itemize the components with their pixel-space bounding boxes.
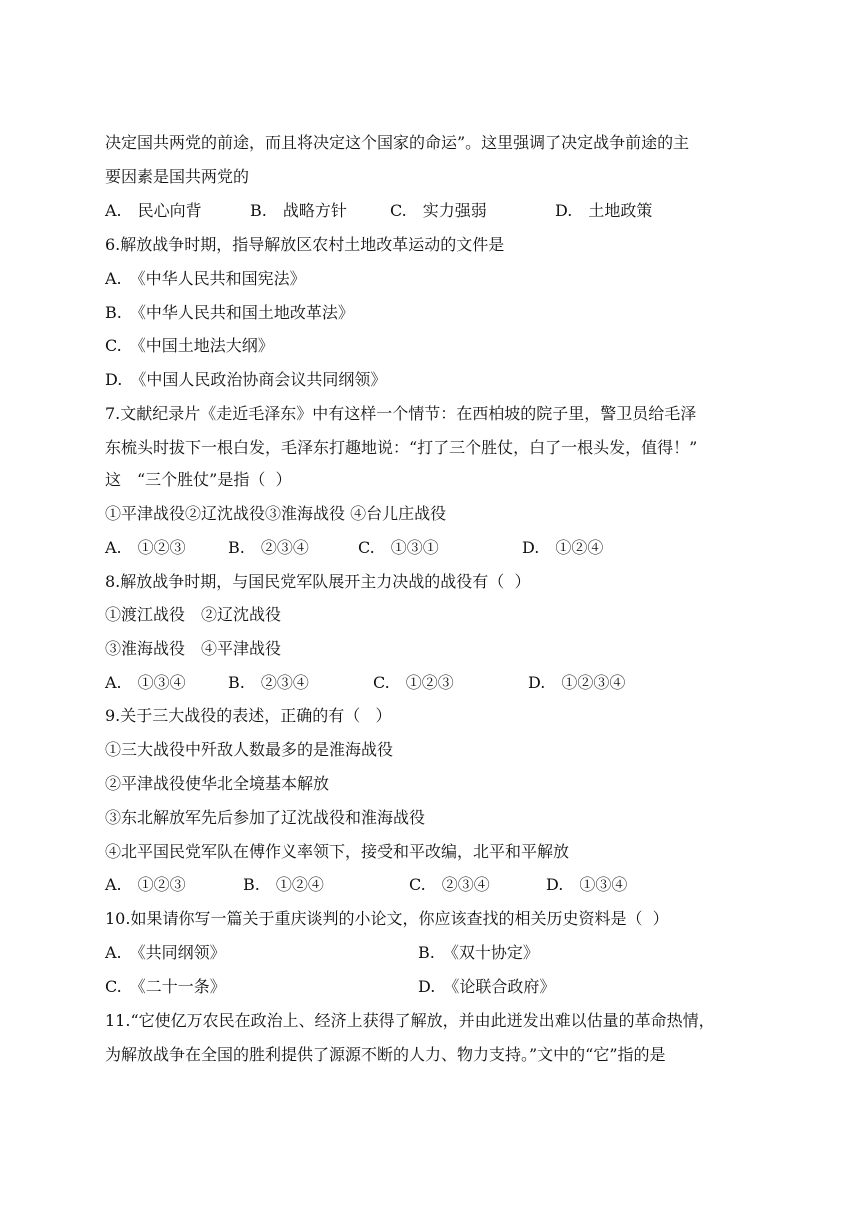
q5-option-d: D. 土地政策: [555, 201, 653, 220]
q11-stem-line-2: 为解放战争在全国的胜利提供了源源不断的人力、物力支持。”文中的“它”指的是: [105, 1045, 666, 1064]
q5-stem-line-2: 要因素是国共两党的: [105, 167, 250, 186]
q9-item-3: ③东北解放军先后参加了辽沈战役和淮海战役: [105, 808, 426, 827]
q10-option-b: B. 《双十协定》: [418, 943, 539, 962]
q9-option-d: D. ①③④: [546, 875, 628, 894]
q6-option-d: D. 《中国人民政治协商会议共同纲领》: [105, 370, 387, 389]
q8-stem: 8.解放战争时期，与国民党军队展开主力决战的战役有（ ）: [105, 572, 531, 591]
q10-option-d: D. 《论联合政府》: [418, 977, 556, 996]
q7-option-a: A. ①②③: [105, 538, 186, 557]
q10-option-a: A. 《共同纲领》: [105, 943, 226, 962]
q9-item-4: ④北平国民党军队在傅作义率领下，接受和平改编，北平和平解放: [105, 842, 570, 861]
q6-option-a: A. 《中华人民共和国宪法》: [105, 269, 306, 288]
q6-stem: 6.解放战争时期，指导解放区农村土地改革运动的文件是: [105, 235, 505, 254]
q5-option-c: C. 实力强弱: [390, 201, 487, 220]
q11-stem-line-1: 11.“它使亿万农民在政治上、经济上获得了解放，并由此迸发出难以估量的革命热情，: [105, 1011, 715, 1030]
q7-stem-line-2: 东梳头时拔下一根白发，毛泽东打趣地说：“打了三个胜仗，白了一根头发，值得！”: [105, 438, 698, 457]
q10-stem: 10.如果请你写一篇关于重庆谈判的小论文，你应该查找的相关历史资料是（ ）: [105, 909, 669, 928]
q8-items-line-2: ③淮海战役 ④平津战役: [105, 639, 282, 658]
q7-items: ①平津战役②辽沈战役③淮海战役 ④台儿庄战役: [105, 504, 447, 523]
q8-option-a: A. ①③④: [105, 673, 186, 692]
q6-option-c: C. 《中国土地法大纲》: [105, 336, 274, 355]
q7-stem-line-3: 这 “三个胜仗”是指（ ）: [105, 470, 292, 489]
q8-option-d: D. ①②③④: [528, 673, 626, 692]
q5-option-b: B. 战略方针: [250, 201, 347, 220]
q5-option-a: A. 民心向背: [105, 201, 202, 220]
q8-option-b: B. ②③④: [228, 673, 309, 692]
q8-items-line-1: ①渡江战役 ②辽沈战役: [105, 605, 282, 624]
q9-option-a: A. ①②③: [105, 875, 186, 894]
q6-option-b: B. 《中华人民共和国土地改革法》: [105, 303, 354, 322]
q7-option-c: C. ①③①: [358, 538, 439, 557]
q9-option-c: C. ②③④: [409, 875, 490, 894]
q5-stem-line-1: 决定国共两党的前途，而且将决定这个国家的命运”。这里强调了决定战争前途的主: [105, 133, 690, 152]
q7-option-d: D. ①②④: [522, 538, 604, 557]
q8-option-c: C. ①②③: [373, 673, 454, 692]
q7-stem-line-1: 7.文献纪录片《走近毛泽东》中有这样一个情节：在西柏坡的院子里，警卫员给毛泽: [105, 404, 697, 423]
q9-item-2: ②平津战役使华北全境基本解放: [105, 774, 330, 793]
q10-option-c: C. 《二十一条》: [105, 977, 226, 996]
q9-option-b: B. ①②④: [243, 875, 324, 894]
q9-stem: 9.关于三大战役的表述，正确的有（ ）: [105, 706, 392, 725]
q7-option-b: B. ②③④: [228, 538, 309, 557]
q9-item-1: ①三大战役中歼敌人数最多的是淮海战役: [105, 740, 394, 759]
